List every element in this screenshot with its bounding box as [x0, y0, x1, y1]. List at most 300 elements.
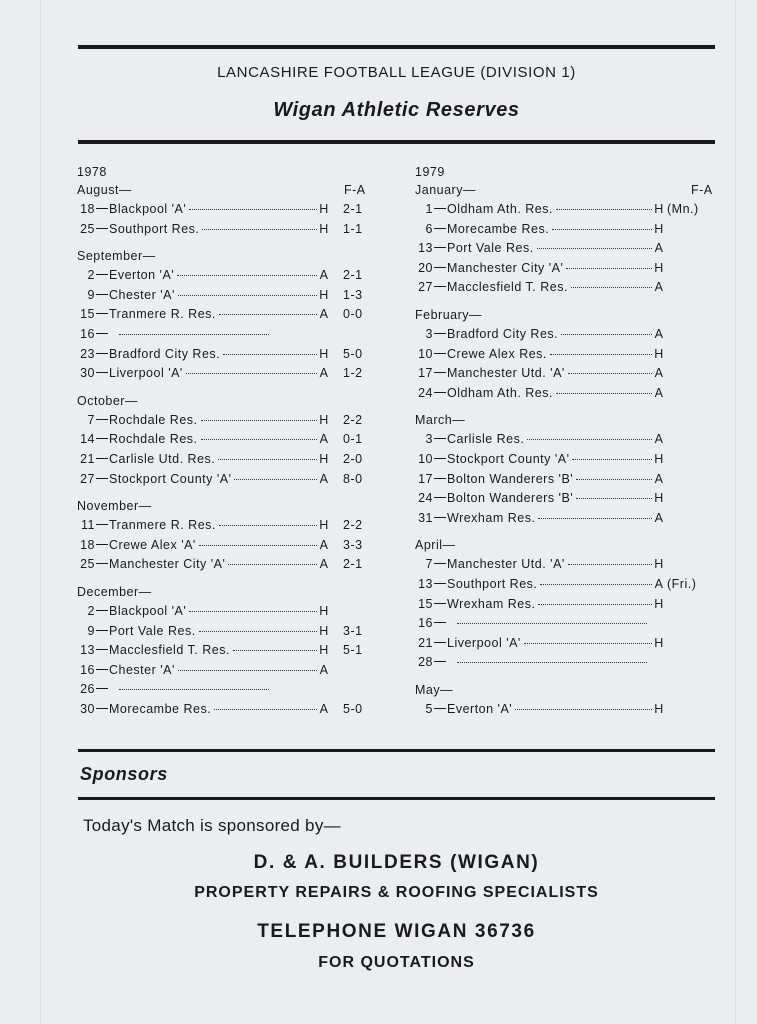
- fixture-row: [77, 470, 372, 490]
- leader-dots: [233, 650, 317, 651]
- leader-dots: [576, 479, 652, 480]
- month-name: September—: [77, 249, 156, 264]
- leader-dots: [552, 229, 652, 230]
- fixture-row: [415, 239, 715, 259]
- fixture-date: 13: [80, 643, 95, 658]
- fixture-row: [77, 430, 372, 450]
- month-header: [77, 181, 372, 200]
- home-away: H: [319, 451, 329, 466]
- month-header: [415, 411, 715, 430]
- fixture-result: 3-3: [343, 537, 363, 552]
- leader-dots: [540, 584, 652, 585]
- fixture-result: 1-2: [343, 366, 363, 381]
- sponsor-quotations: FOR QUOTATIONS: [318, 954, 475, 971]
- sponsors-heading: Sponsors: [80, 764, 168, 784]
- home-away: H: [319, 202, 329, 216]
- month-name: January—: [415, 183, 476, 197]
- fixture-date: 30: [80, 701, 95, 716]
- fixture-opponent: Everton 'A': [109, 268, 175, 283]
- date-dash: [434, 267, 446, 268]
- fixture-row: [77, 286, 372, 306]
- leader-dots: [223, 354, 317, 355]
- fixture-opponent: Chester 'A': [109, 287, 175, 302]
- fixture-row: [415, 220, 715, 240]
- home-away: H: [654, 701, 664, 716]
- fixture-opponent: Manchester Utd. 'A': [447, 366, 565, 381]
- fixture-date: 9: [87, 623, 95, 638]
- fixture-opponent: Port Vale Res.: [447, 241, 534, 256]
- sponsor-telephone: TELEPHONE WIGAN 36736: [257, 921, 536, 942]
- home-away: A: [654, 432, 664, 447]
- fixture-row: [77, 555, 372, 575]
- fixture-row: [415, 509, 715, 529]
- fixture-row: [77, 325, 372, 345]
- leader-dots: [515, 709, 652, 710]
- home-away: A: [319, 701, 329, 716]
- leader-dots: [524, 643, 652, 644]
- date-dash: [96, 353, 108, 354]
- home-away: H: [654, 635, 664, 650]
- fixture-date: 10: [418, 451, 433, 466]
- fixture-row: [415, 345, 715, 365]
- fixture-date: 31: [418, 510, 433, 525]
- fixture-opponent: Carlisle Res.: [447, 432, 525, 447]
- fixture-date: 7: [87, 412, 95, 427]
- month-gap: [415, 403, 715, 411]
- fixture-result: 2-0: [343, 451, 363, 466]
- grid-line: [40, 0, 41, 1024]
- leader-dots: [537, 248, 652, 249]
- fixture-row: [77, 661, 372, 681]
- home-away: H: [319, 623, 329, 638]
- fixture-opponent: Oldham Ath. Res.: [447, 385, 553, 400]
- home-away: H: [654, 260, 664, 275]
- fixture-opponent: Blackpool 'A': [109, 202, 187, 216]
- fixture-opponent: Stockport County 'A': [109, 471, 232, 486]
- leader-dots: [568, 564, 652, 565]
- fixture-row: [77, 700, 372, 720]
- fixture-date: 26: [80, 682, 95, 697]
- leader-dots: [561, 334, 652, 335]
- date-dash: [96, 688, 108, 689]
- home-away: H: [654, 596, 664, 611]
- leader-dots: [119, 689, 269, 690]
- date-dash: [434, 392, 446, 393]
- fixture-row: [415, 489, 715, 509]
- date-dash: [434, 563, 446, 564]
- fixture-opponent: Macclesfield T. Res.: [447, 280, 568, 295]
- fixture-date: 24: [418, 491, 433, 506]
- fixture-row: [77, 220, 372, 240]
- fa-column-label: F-A: [344, 183, 366, 197]
- leader-dots: [178, 670, 317, 671]
- fixture-date: 15: [80, 307, 95, 322]
- fixture-opponent: Bradford City Res.: [109, 346, 221, 361]
- fixture-row: [415, 450, 715, 470]
- fixture-date: 30: [80, 366, 95, 381]
- fixture-date: 16: [80, 662, 95, 677]
- home-away: H: [319, 603, 329, 618]
- fixture-result: 1-1: [343, 221, 363, 236]
- leader-dots: [572, 459, 652, 460]
- month-gap: [415, 298, 715, 306]
- fa-column-label: F-A: [691, 183, 713, 197]
- leader-dots: [199, 545, 317, 546]
- month-gap: [415, 673, 715, 681]
- fixture-row: [415, 278, 715, 298]
- leader-dots: [234, 479, 317, 480]
- date-dash: [434, 247, 446, 248]
- fixture-date: 5: [425, 701, 433, 716]
- fixture-date: 2: [87, 268, 95, 283]
- fixture-opponent: Port Vale Res.: [109, 623, 196, 638]
- home-away: H: [654, 221, 664, 236]
- fixture-opponent: Manchester City 'A': [109, 557, 226, 572]
- home-away: H: [654, 491, 664, 506]
- date-dash: [96, 458, 108, 459]
- fixture-result: 2-1: [343, 557, 363, 572]
- team-title: Wigan Athletic Reserves: [273, 99, 520, 121]
- fixture-opponent: Bolton Wanderers 'B': [447, 471, 574, 486]
- leader-dots: [202, 229, 317, 230]
- leader-dots: [566, 268, 652, 269]
- fixture-date: 3: [425, 326, 433, 341]
- date-dash: [96, 649, 108, 650]
- fixture-opponent: Crewe Alex 'A': [109, 537, 196, 552]
- fixture-date: 17: [418, 471, 433, 486]
- fixture-opponent: Liverpool 'A': [447, 635, 521, 650]
- fixture-date: 16: [418, 616, 433, 631]
- fixture-row: [77, 200, 372, 220]
- fixture-row: [77, 345, 372, 365]
- date-dash: [96, 438, 108, 439]
- date-dash: [96, 208, 108, 209]
- leader-dots: [189, 611, 317, 612]
- fixture-opponent: Liverpool 'A': [109, 366, 183, 381]
- fixture-opponent: Tranmere R. Res.: [109, 518, 216, 533]
- leader-dots: [576, 498, 652, 499]
- fixture-row: [77, 622, 372, 642]
- leader-dots: [119, 334, 269, 335]
- month-header: [77, 247, 372, 266]
- sponsor-business: PROPERTY REPAIRS & ROOFING SPECIALISTS: [194, 884, 599, 901]
- fixture-result: 1-3: [343, 287, 363, 302]
- fixture-date: 9: [87, 287, 95, 302]
- leader-dots: [201, 439, 318, 440]
- date-dash: [434, 708, 446, 709]
- home-away: A: [319, 307, 329, 322]
- month-name: August—: [77, 183, 132, 197]
- fixture-row: [415, 575, 715, 595]
- leader-dots: [214, 709, 317, 710]
- month-header: [77, 497, 372, 516]
- date-dash: [434, 583, 446, 584]
- fixture-date: 27: [80, 471, 95, 486]
- month-name: February—: [415, 307, 483, 322]
- fixture-date: 10: [418, 346, 433, 361]
- month-name: March—: [415, 413, 466, 428]
- fixture-opponent: Wrexham Res.: [447, 510, 536, 525]
- date-dash: [434, 478, 446, 479]
- fixture-row: [415, 364, 715, 384]
- fixture-date: 7: [425, 557, 433, 572]
- fixture-opponent: Morecambe Res.: [109, 701, 212, 716]
- fixture-row: [77, 641, 372, 661]
- fixture-date: 21: [80, 451, 95, 466]
- date-dash: [96, 669, 108, 670]
- fixture-date: 27: [418, 280, 433, 295]
- fixture-opponent: Rochdale Res.: [109, 432, 198, 447]
- fixture-date: 16: [80, 326, 95, 341]
- top-rule: [78, 45, 715, 49]
- fixture-opponent: Macclesfield T. Res.: [109, 643, 230, 658]
- fixture-result: 5-0: [343, 701, 363, 716]
- fixture-row: [415, 470, 715, 490]
- month-gap: [415, 528, 715, 536]
- fixture-opponent: Blackpool 'A': [109, 603, 187, 618]
- leader-dots: [178, 295, 317, 296]
- date-dash: [96, 544, 108, 545]
- leader-dots: [571, 287, 652, 288]
- fixture-opponent: Chester 'A': [109, 662, 175, 677]
- date-dash: [434, 622, 446, 623]
- fixture-date: 6: [425, 221, 433, 236]
- date-dash: [96, 708, 108, 709]
- fixture-row: [415, 634, 715, 654]
- fixture-result: 2-1: [343, 268, 363, 283]
- home-away: A: [319, 557, 329, 572]
- fixture-opponent: Tranmere R. Res.: [109, 307, 216, 322]
- header-rule: [78, 140, 715, 144]
- fixture-row: [77, 536, 372, 556]
- fixture-opponent: Morecambe Res.: [447, 221, 550, 236]
- fixture-date: 3: [425, 432, 433, 447]
- fixture-row: [415, 700, 715, 720]
- leader-dots: [219, 525, 317, 526]
- leader-dots: [568, 373, 652, 374]
- home-away: H: [654, 557, 664, 572]
- date-dash: [434, 603, 446, 604]
- leader-dots: [550, 354, 652, 355]
- fixture-opponent: Wrexham Res.: [447, 596, 536, 611]
- date-dash: [434, 228, 446, 229]
- season-year: 1979: [415, 165, 445, 179]
- month-header: [415, 536, 715, 555]
- date-dash: [434, 497, 446, 498]
- leader-dots: [527, 439, 652, 440]
- home-away: H: [654, 451, 664, 466]
- date-dash: [434, 642, 446, 643]
- date-dash: [96, 478, 108, 479]
- leader-dots: [556, 209, 652, 210]
- date-dash: [434, 208, 446, 209]
- fixture-date: 18: [80, 537, 95, 552]
- date-dash: [434, 517, 446, 518]
- fixture-opponent: Stockport County 'A': [447, 451, 570, 466]
- fixture-date: 13: [418, 576, 433, 591]
- date-dash: [96, 294, 108, 295]
- fixture-date: 24: [418, 385, 433, 400]
- home-away: A: [319, 537, 329, 552]
- leader-dots: [457, 662, 647, 663]
- month-gap: [77, 489, 372, 497]
- fixtures-1979: [415, 163, 715, 719]
- date-dash: [434, 438, 446, 439]
- leader-dots: [556, 393, 652, 394]
- fixture-row: [415, 555, 715, 575]
- month-gap: [77, 384, 372, 392]
- date-dash: [434, 333, 446, 334]
- date-dash: [96, 372, 108, 373]
- home-away: H: [654, 346, 664, 361]
- date-dash: [434, 286, 446, 287]
- home-away: A: [654, 510, 664, 525]
- fixture-date: 11: [81, 518, 95, 533]
- date-dash: [434, 661, 446, 662]
- fixture-row: [415, 200, 715, 220]
- month-name: May—: [415, 682, 454, 697]
- fixture-row: [415, 653, 715, 673]
- date-dash: [96, 524, 108, 525]
- leader-dots: [538, 604, 652, 605]
- fixture-date: 25: [80, 557, 95, 572]
- sponsor-intro: Today's Match is sponsored by—: [83, 816, 341, 835]
- home-away: A: [654, 241, 664, 256]
- fixture-result: 2-1: [343, 202, 363, 216]
- season-year: 1978: [77, 165, 107, 179]
- home-away: A: [319, 432, 329, 447]
- date-dash: [434, 458, 446, 459]
- date-dash: [96, 610, 108, 611]
- sponsor-company: D. & A. BUILDERS (WIGAN): [253, 852, 540, 873]
- fixture-row: [77, 516, 372, 536]
- month-gap: [77, 239, 372, 247]
- fixtures-1978: [77, 163, 372, 719]
- fixture-date: 21: [418, 635, 433, 650]
- fixture-result: 5-0: [343, 346, 363, 361]
- fixture-date: 13: [418, 241, 433, 256]
- fixture-date: 1: [425, 202, 433, 216]
- fixture-row: [77, 364, 372, 384]
- home-away: A: [654, 280, 664, 295]
- fixture-opponent: Bradford City Res.: [447, 326, 559, 341]
- month-header: [77, 583, 372, 602]
- month-header: [415, 681, 715, 700]
- month-gap: [77, 575, 372, 583]
- home-away: A: [319, 268, 329, 283]
- fixture-row: [415, 614, 715, 634]
- home-away: A: [319, 662, 329, 677]
- fixture-row: [415, 430, 715, 450]
- month-name: November—: [77, 499, 152, 514]
- fixture-date: 14: [80, 432, 95, 447]
- leader-dots: [199, 631, 317, 632]
- home-away: A: [319, 471, 329, 486]
- month-header: [77, 392, 372, 411]
- fixture-opponent: Oldham Ath. Res.: [447, 202, 553, 216]
- sponsors-bottom-rule: [78, 797, 715, 800]
- fixture-result: (Mn.): [667, 202, 699, 216]
- date-dash: [96, 563, 108, 564]
- fixture-result: 2-2: [343, 412, 363, 427]
- leader-dots: [538, 518, 652, 519]
- home-away: H: [654, 202, 664, 216]
- date-dash: [96, 419, 108, 420]
- leader-dots: [177, 275, 317, 276]
- fixture-opponent: Crewe Alex Res.: [447, 346, 547, 361]
- date-dash: [96, 333, 108, 334]
- fixture-result: 0-0: [343, 307, 363, 322]
- fixture-opponent: Everton 'A': [447, 701, 513, 716]
- leader-dots: [219, 314, 317, 315]
- leader-dots: [218, 459, 317, 460]
- home-away: A: [654, 385, 664, 400]
- fixture-date: 18: [80, 202, 95, 216]
- month-header: [415, 181, 715, 200]
- fixture-opponent: Southport Res.: [109, 221, 200, 236]
- home-away: A: [654, 326, 664, 341]
- fixture-row: [77, 602, 372, 622]
- home-away: H: [319, 221, 329, 236]
- fixture-date: 17: [418, 366, 433, 381]
- fixture-date: 23: [80, 346, 95, 361]
- fixture-date: 25: [80, 221, 95, 236]
- home-away: H: [319, 287, 329, 302]
- fixture-row: [77, 680, 372, 700]
- fixture-result: 5-1: [343, 643, 363, 658]
- leader-dots: [189, 209, 317, 210]
- fixture-opponent: Carlisle Utd. Res.: [109, 451, 216, 466]
- home-away: H: [319, 643, 329, 658]
- fixture-date: 2: [87, 603, 95, 618]
- leader-dots: [457, 623, 647, 624]
- fixture-row: [77, 305, 372, 325]
- date-dash: [96, 274, 108, 275]
- month-name: December—: [77, 584, 152, 599]
- leader-dots: [201, 420, 318, 421]
- date-dash: [434, 353, 446, 354]
- fixture-row: [77, 411, 372, 431]
- fixture-result: 8-0: [343, 471, 363, 486]
- fixture-row: [77, 266, 372, 286]
- league-title: LANCASHIRE FOOTBALL LEAGUE (DIVISION 1): [217, 64, 576, 81]
- fixture-row: [415, 384, 715, 404]
- date-dash: [434, 372, 446, 373]
- sponsors-top-rule: [78, 749, 715, 752]
- fixture-result: 3-1: [343, 623, 363, 638]
- month-name: April—: [415, 538, 456, 553]
- fixture-date: 15: [418, 596, 433, 611]
- home-away: H: [319, 518, 329, 533]
- date-dash: [96, 313, 108, 314]
- home-away: H: [319, 346, 329, 361]
- home-away: H: [319, 412, 329, 427]
- fixture-opponent: Rochdale Res.: [109, 412, 198, 427]
- leader-dots: [228, 564, 317, 565]
- home-away: A: [654, 366, 664, 381]
- fixture-result: (Fri.): [667, 576, 697, 591]
- fixture-row: [415, 595, 715, 615]
- grid-line: [735, 0, 736, 1024]
- fixture-result: 0-1: [343, 432, 363, 447]
- fixture-date: 20: [418, 260, 433, 275]
- home-away: A: [319, 366, 329, 381]
- fixture-opponent: Southport Res.: [447, 576, 538, 591]
- leader-dots: [186, 373, 317, 374]
- fixture-opponent: Manchester Utd. 'A': [447, 557, 565, 572]
- fixture-row: [77, 450, 372, 470]
- month-name: October—: [77, 393, 138, 408]
